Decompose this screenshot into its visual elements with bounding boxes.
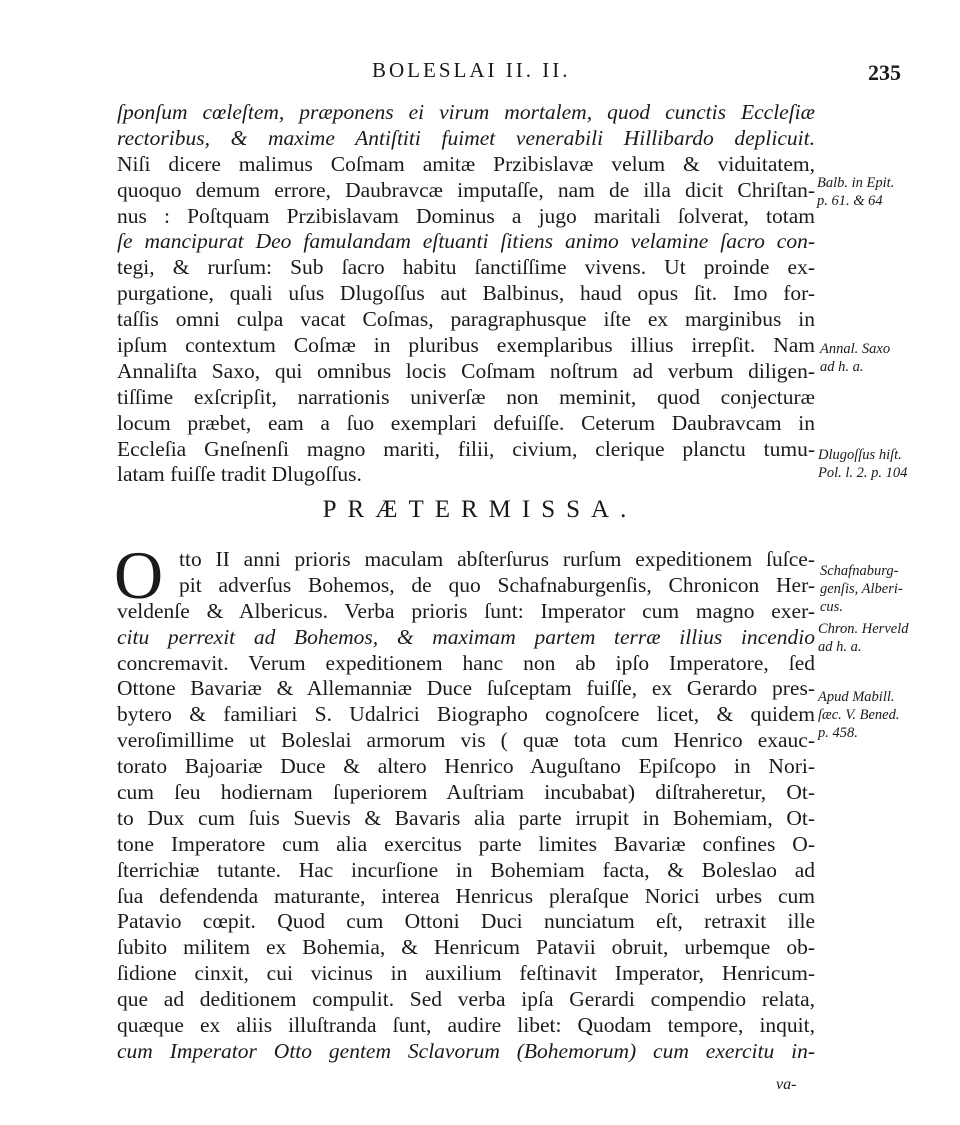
text-line: que ad deditionem compulit. Sed verba ipſa Gerardi compendio relata, [117,987,815,1012]
text-line: latam fuiſſe tradit Dlugoſſus. [117,462,362,487]
text-line: Niſi dicere malimus Coſmam amitæ Przibislavæ velum & viduitatem, [117,151,815,176]
drop-capital: O [114,537,164,613]
margin-note-line: ad h. a. [820,359,864,375]
page-number: 235 [868,60,901,85]
text-line: cum Imperator Otto gentem Sclavorum (Bohemorum) cum exercitu in- [117,1038,815,1063]
text-line: veroſimillime ut Boleslai armorum vis ( quæ tota cum Henrico exauc- [117,728,815,753]
text-line: ipſum contextum Coſmæ in pluribus exemplaribus illius irrepſit. Nam [117,333,815,358]
text-line: to Dux cum ſuis Suevis & Bavaris alia parte irrupit in Bohemiam, Ot- [117,805,815,830]
margin-note-line: Apud Mabill. [818,689,895,705]
text-line: torato Bajoariæ Duce & altero Henrico Auguſtano Epiſcopo in Nori- [117,754,815,779]
text-line: ſidione cinxit, cui vicinus in auxilium feſtinavit Imperator, Henricum- [117,961,815,986]
margin-note [820,562,903,616]
margin-note-line: Balb. in Epit. [817,175,895,191]
margin-note-line: Schafnaburg- [820,563,899,579]
text-line: cum ſeu hodiernam ſuperiorem Auſtriam incubabat) diſtraheretur, Ot- [117,780,815,805]
text-line: bytero & familiari S. Udalrici Biographo cognoſcere licet, & quidem [117,702,815,727]
margin-note-line: Pol. l. 2. p. 104 [818,465,908,481]
text-line: quoquo demum errore, Daubravcæ imputaſſe, nam de illa dicit Chriſtan- [117,177,815,202]
text-line: ſterrichiæ tutante. Hac incurſione in Bohemiam facta, & Boleslao ad [117,857,815,882]
text-line: Patavio cœpit. Quod cum Ottoni Duci nunciatum eſt, retraxit ille [117,909,815,934]
text-line: tiſſime exſcripſit, narrationis univerſæ non meminit, quod conjecturæ [117,384,815,409]
margin-note [817,174,894,210]
margin-note [818,620,908,656]
running-header [0,58,960,90]
text-line: citu perrexit ad Bohemos, & maximam partem terræ illius incendio [117,624,815,649]
text-line: tegi, & rurſum: Sub ſacro habitu ſanctiſſime vivens. Ut proinde ex- [117,255,815,280]
margin-note [818,446,907,482]
text-line: Annaliſta Saxo, qui omnibus locis Coſmam noſtrum ad verbum diligen- [117,358,815,383]
running-head: BOLESLAI II. II. [372,58,571,82]
text-line: purgatione, quali uſus Dlugoſſus aut Balbinus, haud opus ſit. Imo for- [117,281,815,306]
margin-note-line: ſæc. V. Bened. [818,707,900,723]
text-line: ſe mancipurat Deo famulandam eſtuanti ſitiens animo velamine ſacro con- [117,229,815,254]
text-line: tto II anni prioris maculam abſterſurus rurſum expeditionem ſuſce- [179,547,815,571]
section-title: PRÆTERMISSA. [322,496,638,523]
text-line: locum præbet, eam a ſuo exemplari defuiſſe. Ceterum Daubravcam in [117,410,815,435]
text-line: quæque ex aliis illuſtranda ſunt, audire libet: Quodam tempore, inquit, [117,1013,815,1038]
margin-note-line: ad h. a. [818,639,862,655]
text-line: Eccleſia Gneſnenſi magno mariti, filii, civium, clerique planctu tumu- [117,436,815,461]
margin-note-line: p. 61. & 64 [817,193,883,209]
text-line: taſſis omni culpa vacat Coſmas, paragraphusque iſte ex marginibus in [117,307,815,332]
text-line: ſubito militem ex Bohemia, & Henricum Patavii obruit, urbemque ob- [117,935,815,960]
margin-note-line: cus. [820,599,843,615]
body-text-block-1 [117,100,815,488]
margin-note-line: Dlugoſſus hiſt. [818,447,902,463]
text-line: veldenſe & Albericus. Verba prioris ſunt: Imperator cum magno exer- [117,598,815,623]
text-line: rectoribus, & maxime Antiſtiti fuimet venerabili Hillibardo deplicuit. [117,125,815,150]
catchword: va- [776,1076,797,1093]
margin-note-line: Annal. Saxo [820,341,891,357]
text-line: ſua defendenda maturante, interea Henricus pleraſque Norici urbes cum [117,883,815,908]
text-line: tone Imperatore cum alia exercitus parte limites Bavariæ confines O- [117,831,815,856]
text-line: Ottone Bavariæ & Allemanniæ Duce ſuſceptam fuiſſe, ex Gerardo pres- [117,676,815,701]
margin-note-line: genſis, Alberi- [820,581,903,597]
margin-note [820,340,890,376]
text-line: concremavit. Verum expeditionem hanc non ab ipſo Imperatore, ſed [117,650,815,675]
text-line: pit adverſus Bohemos, de quo Schafnaburgenſis, Chronicon Her- [179,572,815,597]
margin-note-line: p. 458. [818,725,858,741]
margin-note [818,688,899,742]
margin-note-line: Chron. Herveld [818,621,909,637]
body-text-block-2 [117,547,815,1065]
text-line: nus : Poſtquam Przibislavam Dominus a jugo maritali ſolverat, totam [117,203,815,228]
text-line: ſponſum cœleſtem, præponens ei virum mortalem, quod cunctis Eccleſiæ [117,100,815,124]
